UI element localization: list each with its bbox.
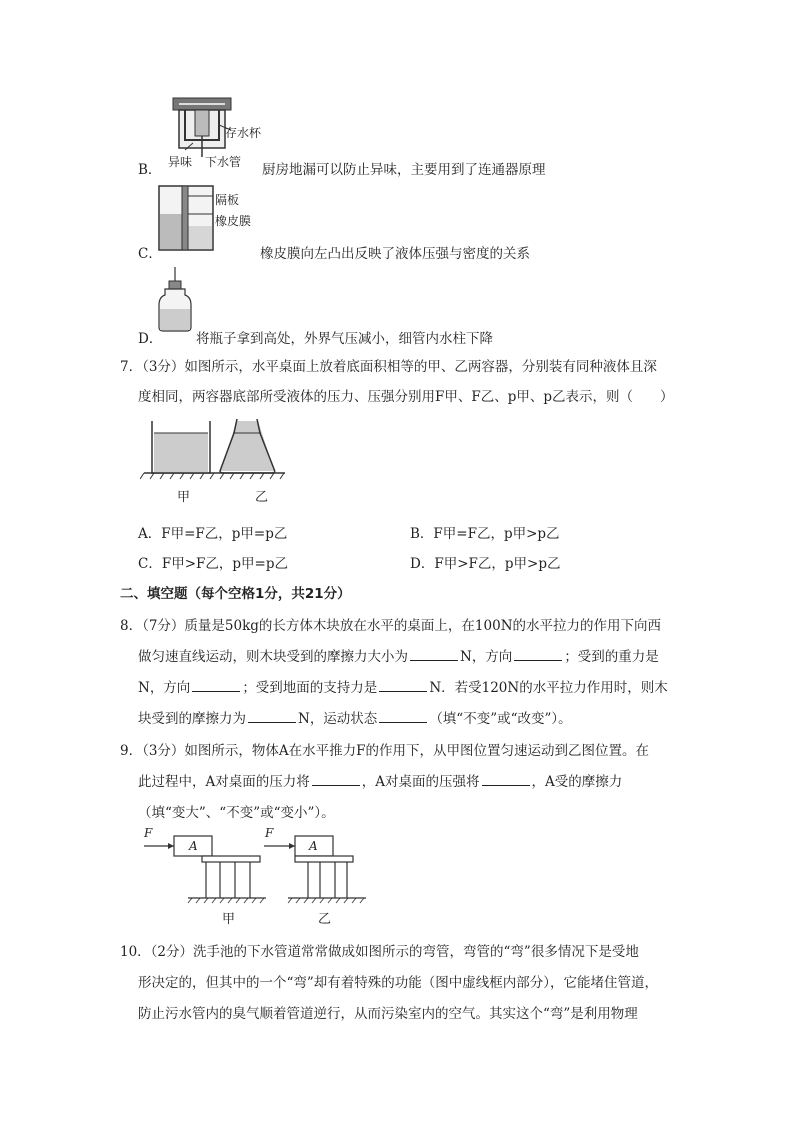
q8-line2 <box>138 645 659 665</box>
fig-label-force-right: F <box>265 826 274 840</box>
q8-line3 <box>138 676 668 696</box>
answer-blank[interactable] <box>248 710 296 723</box>
q8-l2-text-b: N，方向 <box>460 649 513 665</box>
q8-l2-text-a: 做匀速直线运动，则木块受到的摩擦力大小为 <box>138 649 408 665</box>
q6-option-b-text: 厨房地漏可以防止异味，主要用到了连通器原理 <box>262 162 546 178</box>
fig-label-yi: 乙 <box>255 490 269 505</box>
fig-label-pipe: 下水管 <box>205 155 242 169</box>
q7-stem-line1: 7．（3分）如图所示，水平桌面上放着底面积相等的甲、乙两容器，分别装有同种液体且深 <box>120 359 657 375</box>
q6-option-b-letter: B． <box>138 162 162 178</box>
partition-container-figure <box>157 184 217 254</box>
q9-l2-text-b: ，A对桌面的压强将 <box>361 774 480 790</box>
q7-option-b: B．F甲=F乙，p甲>p乙 <box>410 526 560 542</box>
answer-blank[interactable] <box>192 679 240 692</box>
q8-l2-text-c: ；受到的重力是 <box>564 649 659 665</box>
fig-label-force-left: F <box>144 826 153 840</box>
q6-option-c-text: 橡皮膜向左凸出反映了液体压强与密度的关系 <box>260 246 530 262</box>
q8-line4 <box>138 707 572 727</box>
fig-label-partition: 隔板 <box>215 193 240 207</box>
q9-line1: 9．（3分）如图所示，物体A在水平推力F的作用下，从甲图位置匀速运动到乙图位置。在 <box>120 743 650 759</box>
answer-blank[interactable] <box>379 710 427 723</box>
q10-line2: 形决定的，但其中的一个“弯”却有着特殊的功能（图中虚线框内部分），它能堵住管道， <box>138 975 659 991</box>
fig-label-yi-2: 乙 <box>318 912 332 927</box>
q8-l4-text-c: （填“不变”或“改变”）。 <box>429 711 572 727</box>
q7-option-a: A．F甲=F乙，p甲=p乙 <box>138 526 288 542</box>
q9-line3: （填“变大”、“不变”或“变小”）。 <box>138 805 335 821</box>
q7-option-d: D．F甲>F乙，p甲>p乙 <box>410 556 561 572</box>
q8-l4-text-b: N，运动状态 <box>298 711 378 727</box>
q8-l4-text-a: 块受到的摩擦力为 <box>138 711 246 727</box>
q8-line1: 8．（7分）质量是50kg的长方体木块放在水平的桌面上，在100N的水平拉力的作用下向西 <box>120 618 662 634</box>
q8-l3-text-b: ；受到地面的支持力是 <box>242 680 378 696</box>
answer-blank[interactable] <box>482 773 530 786</box>
q6-option-d-text: 将瓶子拿到高处，外界气压减小，细管内水柱下降 <box>196 331 493 347</box>
block-table-figure <box>140 824 380 906</box>
fig-label-block-right: A <box>309 839 318 853</box>
q10-line1: 10．（2分）洗手池的下水管道常常做成如图所示的弯管，弯管的“弯”很多情况下是受地 <box>120 944 639 960</box>
fig-label-block-left: A <box>189 839 198 853</box>
fig-label-odor: 异味 <box>168 155 193 169</box>
answer-blank[interactable] <box>379 679 427 692</box>
answer-blank[interactable] <box>514 648 562 661</box>
q6-option-c-letter: C． <box>138 246 162 262</box>
q8-l3-text-c: N．若受120N的水平拉力作用时，则木 <box>429 680 668 696</box>
section-2-title: 二、填空题（每个空格1分，共21分） <box>120 586 351 602</box>
q7-option-c: C．F甲>F乙，p甲=p乙 <box>138 556 288 572</box>
answer-blank[interactable] <box>410 648 458 661</box>
fig-label-cup: 存水杯 <box>225 126 262 140</box>
q9-line2 <box>138 770 622 790</box>
q6-option-d-letter: D． <box>138 331 163 347</box>
q10-line3: 防止污水管内的臭气顺着管道逆行，从而污染室内的空气。其实这个“弯”是利用物理 <box>138 1006 638 1022</box>
q7-stem-line2: 度相同，两容器底部所受液体的压力、压强分别用F甲、F乙、p甲、p乙表示，则（ ） <box>138 389 674 405</box>
fig-label-membrane: 橡皮膜 <box>215 214 252 228</box>
q8-l3-text-a: N，方向 <box>138 680 191 696</box>
answer-blank[interactable] <box>312 773 360 786</box>
q9-l2-text-a: 此过程中，A对桌面的压力将 <box>138 774 310 790</box>
bottle-tube-figure <box>157 265 193 335</box>
fig-label-jia-2: 甲 <box>222 912 236 927</box>
q9-l2-text-c: ，A受的摩擦力 <box>531 774 623 790</box>
fig-label-jia: 甲 <box>177 490 191 505</box>
